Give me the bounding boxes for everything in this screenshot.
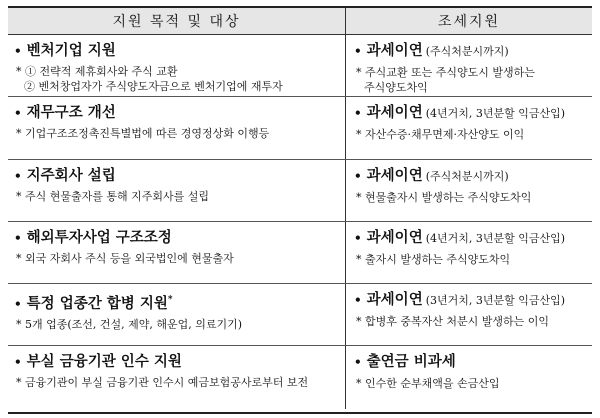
- header-tax-support: 조세지원: [437, 14, 501, 30]
- support-note: (주식처분시까지): [425, 169, 509, 183]
- bullet-icon: •: [14, 106, 22, 121]
- support-type: 출연금 비과세: [366, 353, 456, 371]
- row-title: 지주회사 설립: [26, 166, 116, 184]
- support-note: (4년거치, 3년분할 익금산입): [425, 107, 566, 121]
- row-title: 재무구조 개선: [26, 104, 116, 122]
- support-note: (4년거치, 3년분할 익금산입): [425, 231, 566, 245]
- row-desc: * ① 전략적 제휴회사와 주식 교환: [16, 65, 178, 78]
- support-desc: * 자산수증·채무면제·자산양도 이익: [356, 128, 525, 142]
- row-desc: * 외국 자회사 주식 등을 외국법인에 현물출자: [16, 251, 234, 265]
- table-row: [8, 160, 592, 222]
- row-desc: ② 벤처창업자가 주식양도자금으로 벤처기업에 재투자: [24, 80, 283, 93]
- tax-support-table: [8, 6, 592, 414]
- row-desc: * 금융기관이 부실 금융기관 인수시 예금보험공사로부터 보전: [16, 376, 309, 390]
- footnote-mark: *: [167, 295, 173, 306]
- support-note: (주식처분시까지): [425, 45, 509, 58]
- row-title: 부실 금융기관 인수 지원: [26, 353, 182, 371]
- support-type: 과세이연: [366, 291, 423, 309]
- table-row: [8, 284, 592, 346]
- support-type: 과세이연: [366, 166, 423, 184]
- row-title: 해외투자사업 구조조정: [26, 228, 172, 246]
- header-purpose: 지원 목적 및 대상: [8, 8, 346, 34]
- support-desc: 주식양도차익: [364, 81, 428, 94]
- bullet-icon: •: [14, 44, 22, 58]
- table-row: [8, 346, 592, 408]
- row-desc: * 주식 현물출자를 통해 지주회사를 설립: [16, 189, 209, 203]
- bullet-icon: •: [14, 168, 22, 183]
- row-title: 특정 업종간 합병 지원: [26, 295, 168, 313]
- support-type: 과세이연: [366, 42, 423, 59]
- row-desc: * 5개 업종(조선, 건설, 제약, 해운업, 의료기기): [16, 318, 243, 332]
- support-desc: * 인수한 순부채액을 손금산입: [356, 377, 500, 391]
- table-row: [8, 97, 592, 159]
- support-desc: * 주식교환 또는 주식양도시 발생하는: [356, 66, 535, 79]
- support-note: (3년거치, 3년분할 익금산입): [425, 294, 566, 308]
- table-row: [8, 222, 592, 284]
- table-header: [8, 8, 592, 35]
- support-type: 과세이연: [366, 228, 423, 246]
- table-row: [8, 35, 592, 97]
- support-desc: * 현물출자시 발생하는 주식양도차익: [356, 190, 532, 204]
- bullet-icon: •: [14, 297, 22, 312]
- bullet-icon: •: [354, 106, 362, 121]
- bullet-icon: •: [14, 355, 22, 370]
- bullet-icon: •: [14, 230, 22, 245]
- row-desc: * 기업구조조정촉진특별법에 따른 경영정상화 이행등: [16, 127, 270, 141]
- bullet-icon: •: [354, 44, 362, 58]
- bullet-icon: •: [354, 168, 362, 183]
- support-desc: * 출자시 발생하는 주식양도차익: [356, 252, 511, 266]
- bullet-icon: •: [354, 355, 362, 370]
- row-title: 벤처기업 지원: [26, 42, 116, 59]
- support-type: 과세이연: [366, 104, 423, 122]
- support-desc: * 합병후 중복자산 처분시 발생하는 이익: [356, 315, 549, 329]
- bullet-icon: •: [354, 230, 362, 245]
- bullet-icon: •: [354, 293, 362, 308]
